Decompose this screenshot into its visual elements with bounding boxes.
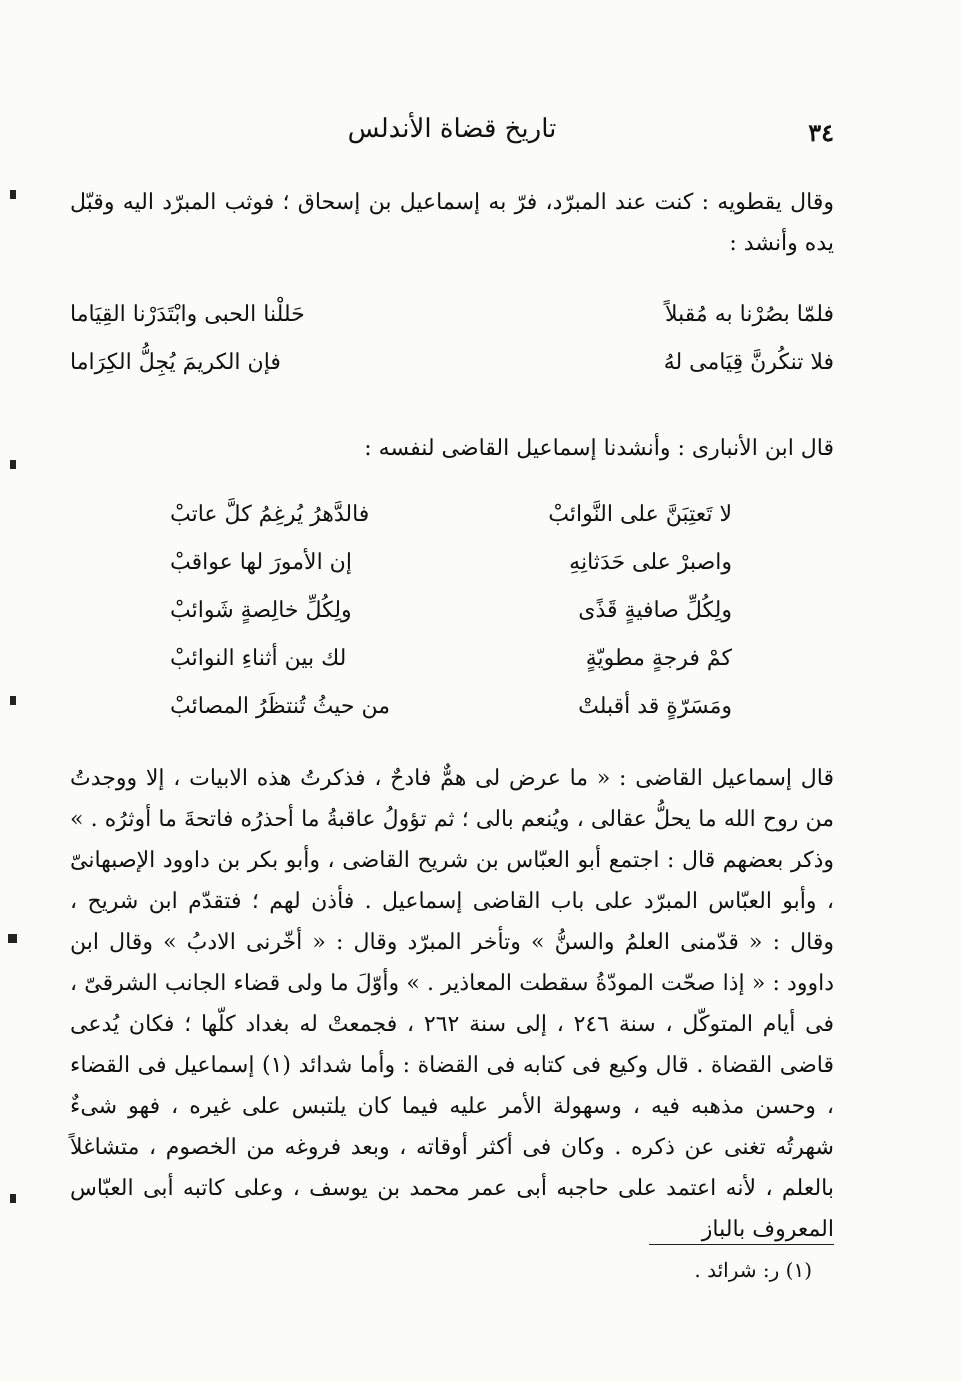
margin-mark xyxy=(8,934,17,943)
verse-line xyxy=(70,598,834,646)
first-hemistich: فلمّا بصُرْنا به مُقبلاً xyxy=(665,302,834,327)
second-hemistich: إن الأمورَ لها عواقبْ xyxy=(170,550,352,575)
first-hemistich: كمْ فرجةٍ مطويّةٍ xyxy=(585,646,732,671)
verse-line xyxy=(70,646,834,694)
footnote-divider xyxy=(649,1244,834,1245)
verse-line xyxy=(70,502,834,550)
verse-block-2 xyxy=(70,502,834,742)
verse-line xyxy=(70,302,834,350)
margin-mark xyxy=(10,190,16,199)
page-number: ٣٤ xyxy=(808,118,834,147)
first-hemistich: فلا تنكُرنَّ قِيَامى لهُ xyxy=(663,350,834,375)
second-hemistich: من حيثُ تُنتظَرُ المصائبْ xyxy=(170,694,390,719)
second-hemistich: فالدَّهرُ يُرغِمُ كلَّ عاتبْ xyxy=(170,502,370,527)
verse-line xyxy=(70,550,834,598)
footnote: (١) ر: شرائد . xyxy=(694,1258,812,1282)
verse-line xyxy=(70,350,834,398)
margin-mark xyxy=(10,1194,16,1203)
verse-block-1 xyxy=(70,302,834,398)
book-page xyxy=(70,110,834,1350)
running-title: تاريخ قضاة الأندلس xyxy=(347,114,557,144)
margin-mark xyxy=(10,696,16,705)
paragraph-text: قال إسماعيل القاضى : « ما عرض لى همٌّ فادحٌ ، فذكرتُ هذه الابيات ، إلا ووجدتُ من روح الله ما يحلُّ عقالى ، ويُنعم بالى ؛ ثم تؤولُ عاقبةُ ما أحذرُه فاتحةَ ما أوثرُه . » وذكر بعضهم قال : اجتمع أبو العبّاس بن شريح القاضى ، وأبو بكر بن داوود الإصبهانىّ ، وأبو العبّاس المبرّد على باب القاضى إسماعيل . فأذن لهم ؛ فتقدّم ابن شريح ، وقال : « قدّمنى العلمُ والسنُّ » وتأخر المبرّد وقال : « أخّرنى الادبُ » وقال ابن داوود : « إذا صحّت المودّةُ سقطت المعاذير . » وأوّلَ ما ولى قضاء الجانب الشرقىّ ، فى أيام المتوكّل ، سنة ٢٤٦ ، إلى سنة ٢٦٢ ، فجمعتْ له بغداد كلّها ؛ فكان يُدعى قاضى القضاة . قال وكيع فى كتابه فى القضاة : وأما شدائد (١) إسماعيل فى القضاء ، وحسن مذهبه فيه ، وسهولة الأمر عليه فيما كان يلتبس على غيره ، فهو شىءٌ شهرتُه تغنى عن ذكره . وكان فى أكثر أوقاته ، وبعد فروغه من الخصوم ، متشاغلاً بالعلم ، لأنه اعتمد على حاجبه أبى عمر محمد بن يوسف ، وعلى كاتبه أبى العبّاس المعروف بالباز xyxy=(70,766,834,1242)
first-hemistich: ولِكُلِّ صافيةٍ قَذًى xyxy=(578,598,732,623)
second-hemistich: فإن الكريمَ يُجِلُّ الكِرَاما xyxy=(70,350,281,375)
page-header xyxy=(70,110,834,154)
paragraph-1 xyxy=(70,182,834,264)
verse-line xyxy=(70,694,834,742)
first-hemistich: لا تَعتِبَنَّ على النَّوائبْ xyxy=(548,502,732,527)
second-hemistich: ولِكُلِّ خالِصةٍ شَوائبْ xyxy=(170,598,352,623)
second-hemistich: لك بين أثناءِ النوائبْ xyxy=(170,646,347,671)
verse-intro: قال ابن الأنبارى : وأنشدنا إسماعيل القاضى لنفسه : xyxy=(364,436,834,461)
first-hemistich: ومَسَرّةٍ قد أقبلتْ xyxy=(578,694,732,719)
paragraph-text: وقال يقطويه : كنت عند المبرّد، فرّ به إسماعيل بن إسحاق ؛ فوثب المبرّد اليه وقبّل يده وأنشد : xyxy=(70,190,834,256)
paragraph-3 xyxy=(70,758,834,1250)
first-hemistich: واصبرْ على حَدَثانِهِ xyxy=(569,550,732,575)
second-hemistich: حَللْنا الحبى وابْتَدَرْنا القِيَاما xyxy=(70,302,305,327)
margin-mark xyxy=(10,460,16,469)
